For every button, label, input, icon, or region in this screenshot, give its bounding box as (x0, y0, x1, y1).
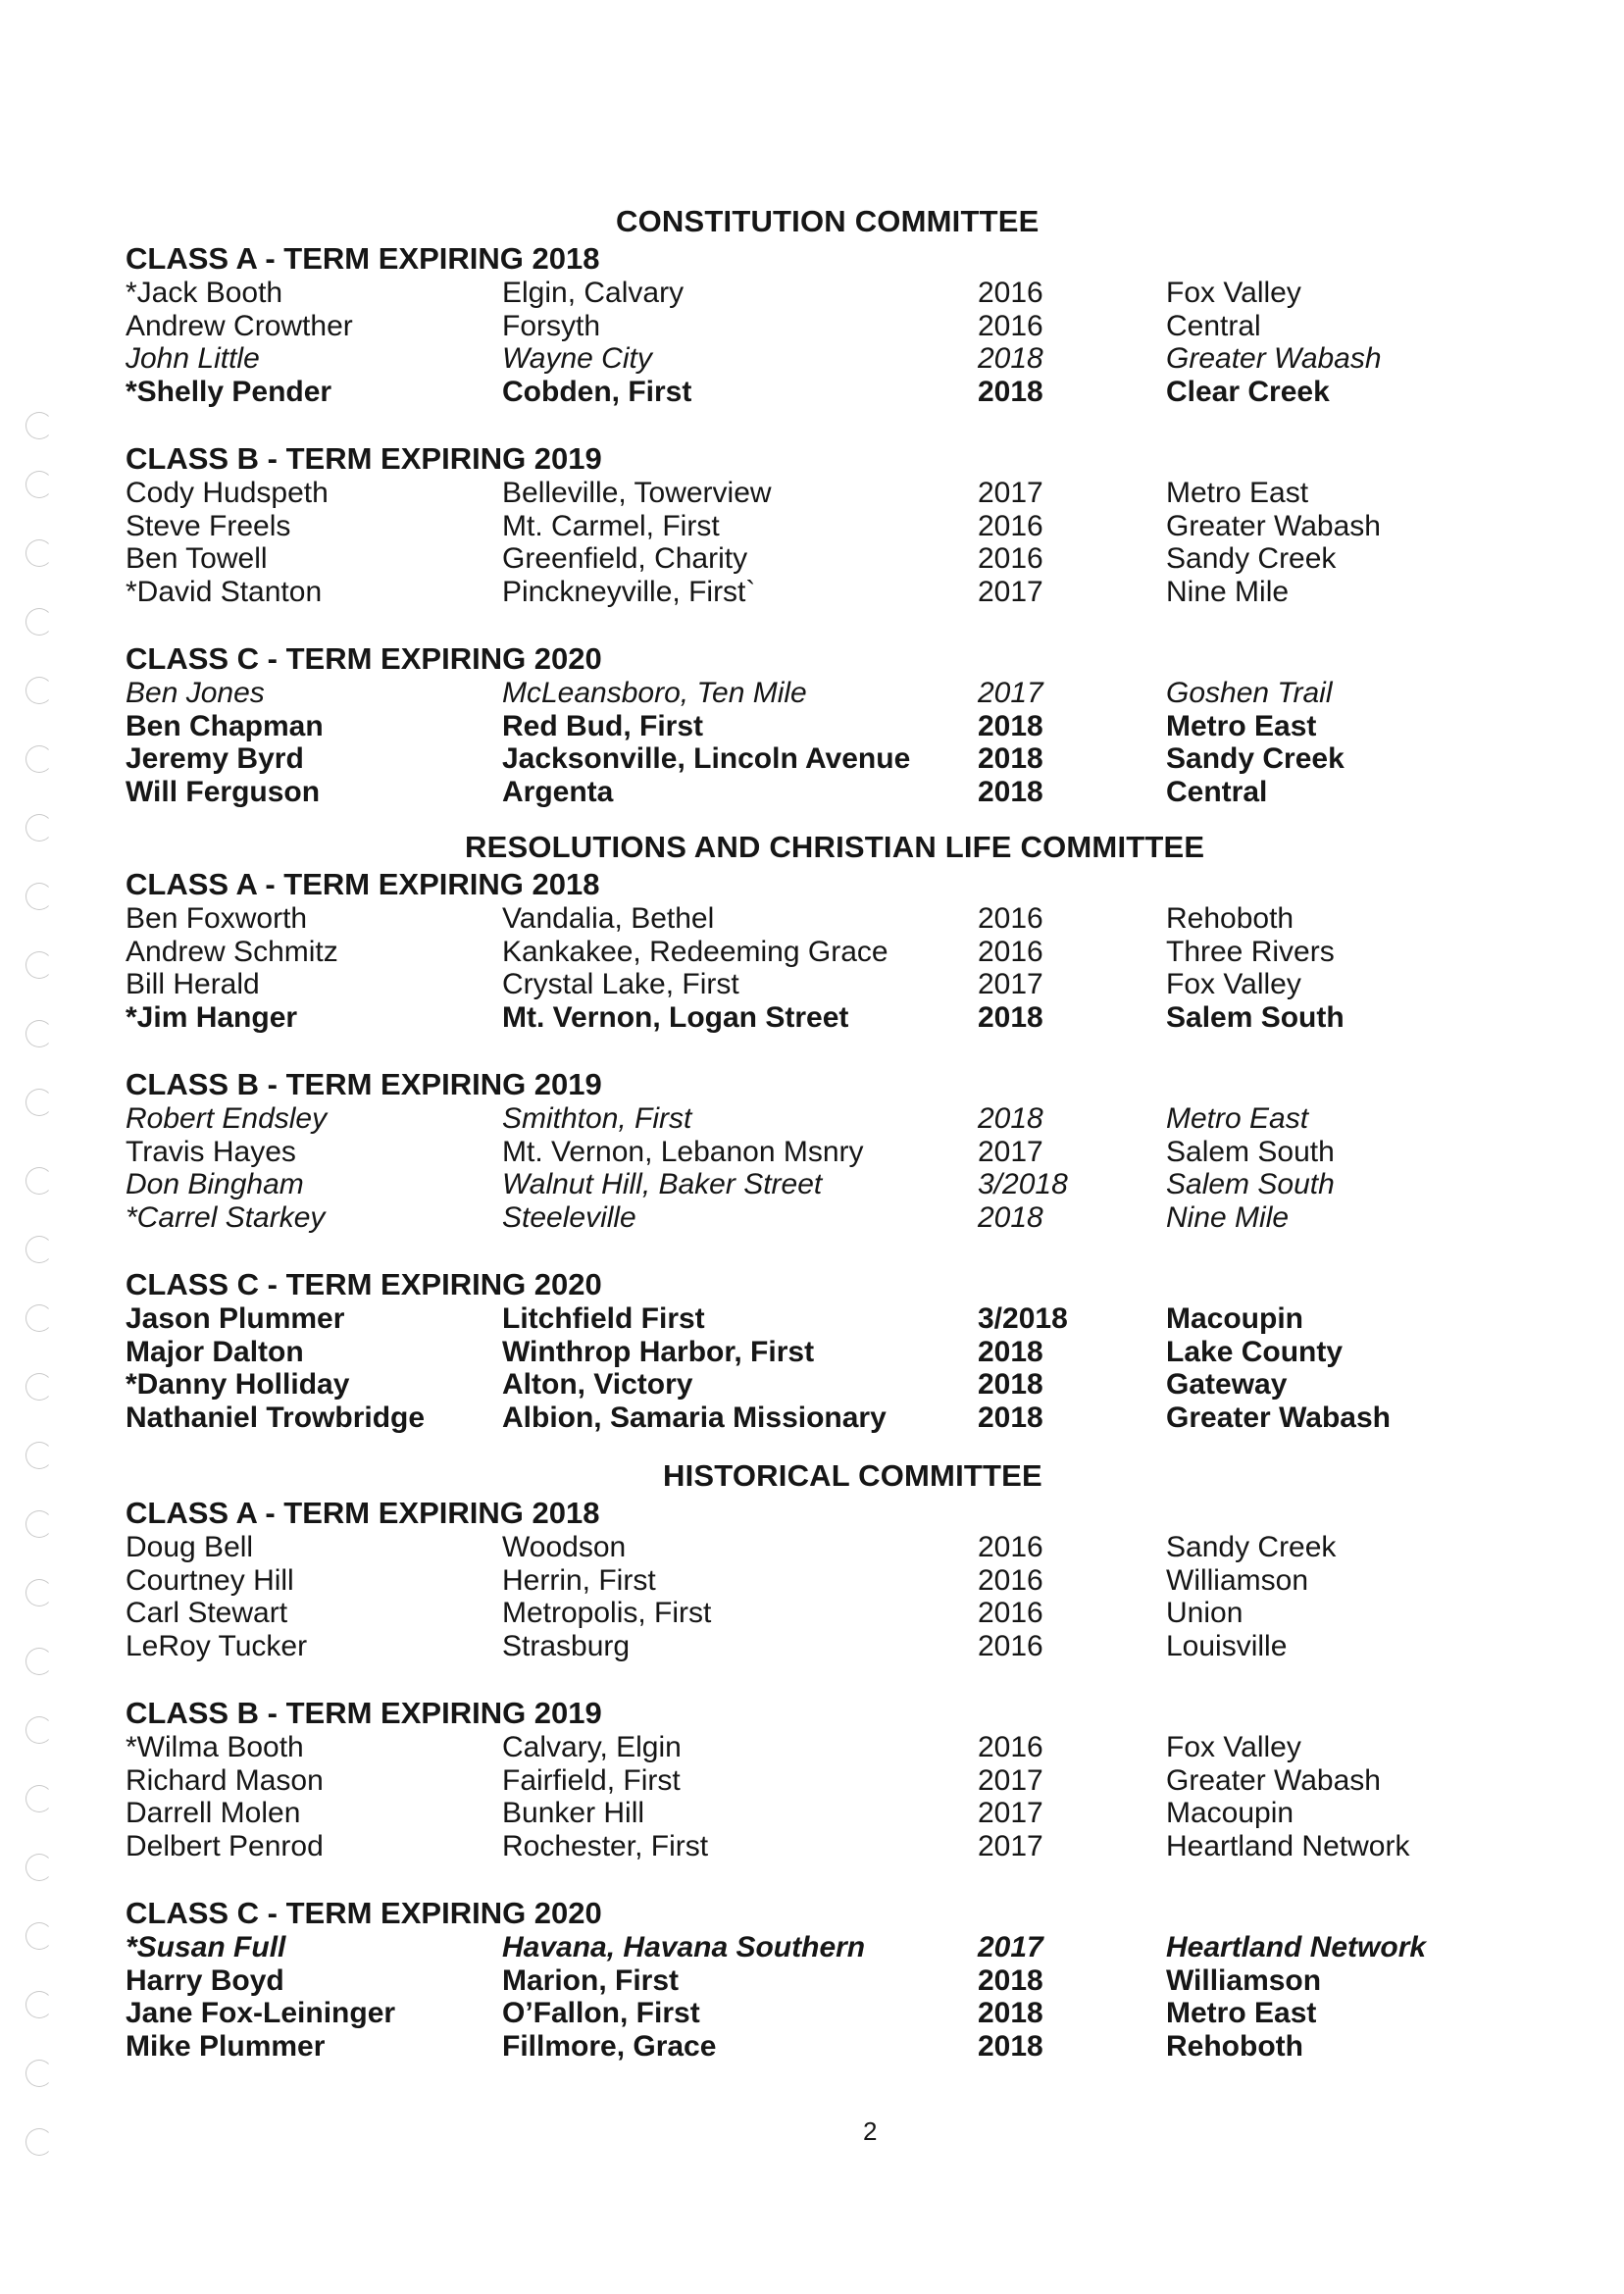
member-church: Litchfield First (502, 1302, 705, 1335)
member-row (126, 1531, 1498, 1564)
member-name: Nathaniel Trowbridge (126, 1401, 426, 1434)
member-association: Gateway (1166, 1368, 1288, 1401)
class-heading: CLASS A - TERM EXPIRING 2018 (126, 867, 600, 901)
member-year: 2016 (978, 277, 1043, 309)
member-name: Ben Jones (126, 677, 265, 709)
member-row (126, 376, 1498, 409)
member-association: Nine Mile (1166, 1200, 1290, 1234)
member-name: Doug Bell (126, 1531, 254, 1563)
member-row (126, 1001, 1498, 1035)
member-year: 3/2018 (978, 1302, 1068, 1335)
member-association: Williamson (1166, 1563, 1309, 1597)
member-church: Marion, First (502, 1963, 680, 1997)
member-association: Sandy Creek (1166, 742, 1345, 775)
member-church: Albion, Samaria Missionary (502, 1401, 887, 1434)
class-heading: CLASS B - TERM EXPIRING 2019 (126, 1696, 602, 1730)
member-name: *Shelly Pender (126, 375, 332, 408)
member-association: Metro East (1166, 1102, 1309, 1135)
member-row (126, 1964, 1498, 1998)
member-year: 2016 (978, 902, 1043, 935)
member-church: Greenfield, Charity (502, 542, 748, 575)
member-year: 2018 (978, 2029, 1043, 2063)
class-heading: CLASS A - TERM EXPIRING 2018 (126, 1496, 600, 1530)
member-name: Carl Stewart (126, 1597, 288, 1629)
member-church: Jacksonville, Lincoln Avenue (502, 742, 911, 775)
member-row (126, 936, 1498, 969)
member-association: Metro East (1166, 1997, 1317, 2029)
class-heading: CLASS C - TERM EXPIRING 2020 (126, 641, 602, 676)
member-church: Fillmore, Grace (502, 2029, 717, 2063)
member-row (126, 1201, 1498, 1235)
member-association: Rehoboth (1166, 2029, 1303, 2063)
member-association: Clear Creek (1166, 375, 1330, 408)
member-association: Rehoboth (1166, 902, 1294, 935)
member-church: Walnut Hill, Baker Street (502, 1168, 823, 1200)
member-association: Salem South (1166, 1168, 1335, 1200)
member-name: Courtney Hill (126, 1563, 294, 1597)
member-name: Harry Boyd (126, 1963, 284, 1997)
class-a-block (126, 1496, 1498, 1662)
member-church: Havana, Havana Southern (502, 1931, 866, 1963)
member-year: 2017 (978, 1931, 1043, 1963)
member-church: McLeansboro, Ten Mile (502, 677, 807, 709)
member-name: *Wilma Booth (126, 1731, 304, 1763)
member-association: Salem South (1166, 1135, 1335, 1168)
member-association: Metro East (1166, 477, 1309, 509)
member-association: Goshen Trail (1166, 677, 1333, 709)
member-name: *Danny Holliday (126, 1368, 350, 1401)
member-church: O’Fallon, First (502, 1997, 700, 2029)
member-year: 2016 (978, 1597, 1043, 1629)
class-b-block (126, 1696, 1498, 1862)
member-row (126, 677, 1498, 710)
member-row (126, 1302, 1498, 1336)
member-association: Louisville (1166, 1629, 1288, 1662)
member-association: Fox Valley (1166, 277, 1301, 309)
member-year: 2018 (978, 1401, 1043, 1434)
member-association: Three Rivers (1166, 935, 1335, 968)
member-row (126, 277, 1498, 310)
member-name: Travis Hayes (126, 1135, 296, 1168)
class-c-block (126, 1267, 1498, 1434)
member-church: Vandalia, Bethel (502, 902, 715, 935)
member-row (126, 477, 1498, 510)
member-year: 2018 (978, 1335, 1043, 1368)
member-church: Winthrop Harbor, First (502, 1335, 815, 1368)
member-church: Mt. Carmel, First (502, 509, 720, 542)
member-association: Central (1166, 309, 1261, 342)
committee-title: CONSTITUTION COMMITTEE (616, 204, 1040, 238)
member-row (126, 2030, 1498, 2064)
class-heading: CLASS B - TERM EXPIRING 2019 (126, 1067, 602, 1101)
member-name: Robert Endsley (126, 1102, 328, 1135)
member-name: Darrell Molen (126, 1797, 301, 1829)
class-b-block (126, 1067, 1498, 1234)
member-row (126, 510, 1498, 543)
member-row (126, 1368, 1498, 1402)
member-year: 2018 (978, 1963, 1043, 1997)
class-heading: CLASS A - TERM EXPIRING 2018 (126, 241, 600, 276)
class-c-block (126, 641, 1498, 808)
member-row (126, 1731, 1498, 1764)
member-name: *Jack Booth (126, 277, 283, 309)
member-association: Sandy Creek (1166, 542, 1337, 575)
member-name: Cody Hudspeth (126, 477, 329, 509)
member-row (126, 1564, 1498, 1598)
member-association: Greater Wabash (1166, 1401, 1391, 1434)
member-row (126, 310, 1498, 343)
member-row (126, 1764, 1498, 1798)
member-name: Mike Plummer (126, 2029, 326, 2063)
member-year: 2018 (978, 342, 1043, 375)
member-church: Argenta (502, 775, 614, 808)
member-row (126, 542, 1498, 576)
member-year: 2016 (978, 1531, 1043, 1563)
member-year: 2016 (978, 935, 1043, 968)
class-heading: CLASS B - TERM EXPIRING 2019 (126, 441, 602, 476)
member-association: Heartland Network (1166, 1829, 1410, 1862)
member-association: Greater Wabash (1166, 342, 1382, 375)
member-row (126, 1402, 1498, 1435)
member-association: Fox Valley (1166, 1731, 1301, 1763)
member-name: *Jim Hanger (126, 1000, 298, 1034)
member-church: Calvary, Elgin (502, 1731, 682, 1763)
member-church: Mt. Vernon, Lebanon Msnry (502, 1135, 864, 1168)
member-year: 2018 (978, 1200, 1043, 1234)
member-name: LeRoy Tucker (126, 1629, 308, 1662)
member-church: Bunker Hill (502, 1797, 645, 1829)
member-name: Delbert Penrod (126, 1829, 324, 1862)
class-heading: CLASS C - TERM EXPIRING 2020 (126, 1267, 602, 1301)
member-church: Pinckneyville, First` (502, 575, 756, 608)
member-row (126, 1136, 1498, 1169)
member-association: Williamson (1166, 1963, 1322, 1997)
member-name: Ben Towell (126, 542, 268, 575)
member-name: Jason Plummer (126, 1302, 345, 1335)
member-row (126, 710, 1498, 743)
member-row (126, 1797, 1498, 1830)
member-church: Elgin, Calvary (502, 277, 685, 309)
member-name: Don Bingham (126, 1168, 304, 1200)
member-year: 2017 (978, 1797, 1043, 1829)
member-year: 2016 (978, 509, 1043, 542)
member-name: Jeremy Byrd (126, 742, 304, 775)
member-association: Macoupin (1166, 1797, 1294, 1829)
member-church: Kankakee, Redeeming Grace (502, 935, 888, 968)
member-association: Greater Wabash (1166, 1763, 1381, 1797)
member-name: Ben Foxworth (126, 902, 308, 935)
class-a-block (126, 867, 1498, 1034)
member-row (126, 1597, 1498, 1630)
member-year: 2017 (978, 1763, 1043, 1797)
member-church: Forsyth (502, 309, 601, 342)
class-a-block (126, 241, 1498, 408)
member-row (126, 776, 1498, 809)
member-association: Greater Wabash (1166, 509, 1381, 542)
member-name: Ben Chapman (126, 709, 324, 742)
member-name: Jane Fox-Leininger (126, 1997, 396, 2029)
member-year: 2018 (978, 709, 1043, 742)
class-heading: CLASS C - TERM EXPIRING 2020 (126, 1896, 602, 1930)
member-name: Richard Mason (126, 1763, 324, 1797)
member-church: Red Bud, First (502, 709, 704, 742)
member-association: Macoupin (1166, 1302, 1303, 1335)
member-association: Nine Mile (1166, 575, 1290, 608)
member-church: Belleville, Towerview (502, 477, 772, 509)
member-church: Metropolis, First (502, 1597, 712, 1629)
committee-title: HISTORICAL COMMITTEE (663, 1458, 1042, 1493)
member-year: 2017 (978, 968, 1043, 1000)
member-year: 2018 (978, 375, 1043, 408)
member-name: Steve Freels (126, 509, 291, 542)
class-b-block (126, 441, 1498, 608)
member-name: Bill Herald (126, 968, 260, 1000)
member-year: 2017 (978, 1135, 1043, 1168)
member-name: *David Stanton (126, 575, 323, 608)
member-association: Metro East (1166, 709, 1317, 742)
member-church: Smithton, First (502, 1102, 692, 1135)
member-church: Herrin, First (502, 1563, 656, 1597)
member-row (126, 576, 1498, 609)
member-church: Crystal Lake, First (502, 968, 739, 1000)
member-church: Mt. Vernon, Logan Street (502, 1000, 849, 1034)
member-name: Major Dalton (126, 1335, 304, 1368)
member-year: 2017 (978, 677, 1043, 709)
scan-margin-artifacts (24, 59, 82, 2217)
member-year: 2016 (978, 1563, 1043, 1597)
member-year: 2018 (978, 1102, 1043, 1135)
member-row (126, 1931, 1498, 1964)
member-year: 2018 (978, 1997, 1043, 2029)
member-row (126, 968, 1498, 1001)
member-association: Salem South (1166, 1000, 1345, 1034)
member-row (126, 742, 1498, 776)
member-year: 2016 (978, 1731, 1043, 1763)
member-association: Lake County (1166, 1335, 1344, 1368)
member-year: 2017 (978, 477, 1043, 509)
member-row (126, 1997, 1498, 2030)
member-church: Fairfield, First (502, 1763, 681, 1797)
member-row (126, 1830, 1498, 1863)
page-number: 2 (863, 2116, 878, 2146)
member-association: Heartland Network (1166, 1931, 1427, 1963)
member-name: *Susan Full (126, 1931, 286, 1963)
member-church: Cobden, First (502, 375, 692, 408)
member-association: Fox Valley (1166, 968, 1301, 1000)
member-church: Alton, Victory (502, 1368, 693, 1401)
member-year: 2016 (978, 542, 1043, 575)
member-name: Will Ferguson (126, 775, 321, 808)
member-church: Strasburg (502, 1629, 631, 1662)
committee-title: RESOLUTIONS AND CHRISTIAN LIFE COMMITTEE (465, 830, 1205, 864)
member-name: John Little (126, 342, 260, 375)
member-year: 2016 (978, 1629, 1043, 1662)
member-name: Andrew Crowther (126, 309, 353, 342)
member-row (126, 902, 1498, 936)
member-year: 2016 (978, 309, 1043, 342)
member-row (126, 1630, 1498, 1663)
member-church: Woodson (502, 1531, 627, 1563)
member-year: 2018 (978, 775, 1043, 808)
member-row (126, 342, 1498, 376)
member-association: Union (1166, 1597, 1243, 1629)
member-row (126, 1102, 1498, 1136)
member-church: Wayne City (502, 342, 652, 375)
member-year: 2017 (978, 575, 1043, 608)
member-name: *Carrel Starkey (126, 1200, 326, 1234)
member-year: 2017 (978, 1829, 1043, 1862)
class-c-block (126, 1896, 1498, 2063)
member-year: 2018 (978, 1000, 1043, 1034)
member-year: 3/2018 (978, 1168, 1068, 1200)
member-year: 2018 (978, 1368, 1043, 1401)
member-association: Central (1166, 775, 1268, 808)
member-association: Sandy Creek (1166, 1531, 1337, 1563)
member-row (126, 1336, 1498, 1369)
member-year: 2018 (978, 742, 1043, 775)
member-church: Steeleville (502, 1200, 636, 1234)
member-name: Andrew Schmitz (126, 935, 338, 968)
member-row (126, 1168, 1498, 1201)
member-church: Rochester, First (502, 1829, 709, 1862)
